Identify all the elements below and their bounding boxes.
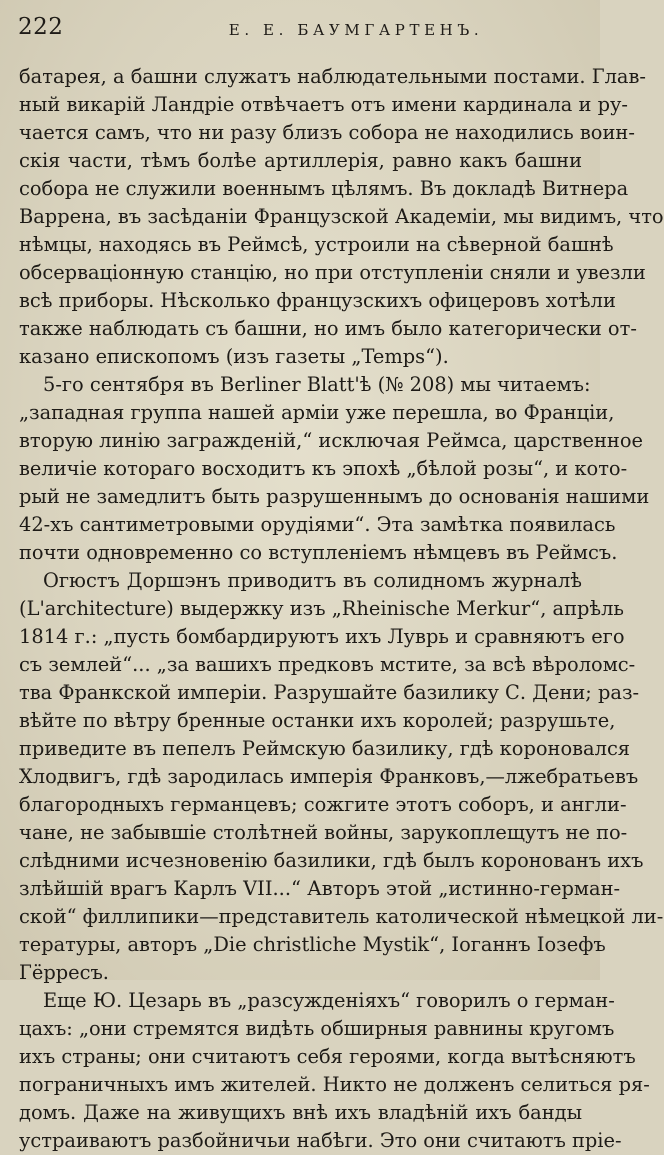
text-line: казано епископомъ (изъ газеты „Temps“). xyxy=(19,345,449,368)
text-line: „западная группа нашей арміи уже перешла, во Франціи, xyxy=(19,401,615,424)
text-line: величіе котораго восходитъ къ эпохѣ „бѣлой розы“, и кото- xyxy=(19,457,628,480)
text-line: пограничныхъ имъ жителей. Никто не долженъ селиться ря- xyxy=(19,1073,650,1096)
text-line: тературы, авторъ „Die christliche Mystik“, Іоганнъ Іозефъ xyxy=(19,933,606,956)
page-header xyxy=(18,12,582,46)
text-line: почти одновременно со вступленіемъ нѣмцевъ въ Реймсъ. xyxy=(19,541,618,564)
text-line: всѣ приборы. Нѣсколько французскихъ офицеровъ хотѣли xyxy=(19,289,616,312)
text-line: ный викарій Ландріе отвѣчаетъ отъ имени кардинала и ру- xyxy=(19,93,628,116)
text-line: нѣмцы, находясь въ Реймсѣ, устроили на сѣверной башнѣ xyxy=(19,233,614,256)
text-line: собора не служили военнымъ цѣлямъ. Въ докладѣ Витнера xyxy=(19,177,629,200)
text-line: вѣйте по вѣтру бренные останки ихъ королей; разрушьте, xyxy=(19,709,616,732)
text-line: благородныхъ германцевъ; сожгите этотъ соборъ, и англи- xyxy=(19,793,627,816)
text-line: Варрена, въ засѣданіи Французской Академіи, мы видимъ, что xyxy=(19,205,664,228)
text-line: скія части, тѣмъ болѣе артиллерія, равно какъ башни xyxy=(19,149,582,172)
running-head: Е. Е. БАУМГАРТЕНЪ. xyxy=(228,21,484,39)
text-line: съ землей“... „за вашихъ предковъ мстите, за всѣ вѣроломс- xyxy=(19,653,636,676)
text-line: рый не замедлитъ быть разрушеннымъ до основанія нашими xyxy=(19,485,650,508)
paragraph xyxy=(19,371,650,567)
paragraph xyxy=(19,987,650,1155)
text-line: батарея, а башни служатъ наблюдательными постами. Глав- xyxy=(19,65,646,88)
text-line: слѣдними исчезновенію базилики, гдѣ былъ коронованъ ихъ xyxy=(19,849,644,872)
text-line: Еще Ю. Цезарь въ „разсужденіяхъ“ говорилъ о герман- xyxy=(43,989,615,1012)
paragraph xyxy=(19,567,664,987)
text-line: Гёрресъ. xyxy=(19,961,109,984)
text-line: обсерваціонную станцію, но при отступленіи сняли и увезли xyxy=(19,261,646,284)
text-line: ской“ филлипики—представитель католической нѣмецкой ли- xyxy=(19,905,664,928)
text-line: домъ. Даже на живущихъ внѣ ихъ владѣній ихъ банды xyxy=(19,1101,582,1124)
body-text xyxy=(19,63,664,1155)
text-line: устраиваютъ разбойничьи набѣги. Это они считаютъ пріе- xyxy=(19,1129,622,1152)
text-line: ихъ страны; они считаютъ себя героями, когда вытѣсняютъ xyxy=(19,1045,636,1068)
page-number: 222 xyxy=(18,14,64,40)
text-line: (L'architecture) выдержку изъ „Rheinische Merkur“, апрѣль xyxy=(19,597,624,620)
text-line: вторую линію загражденій,“ исключая Реймса, царственное xyxy=(19,429,643,452)
text-line: злѣйшій врагъ Карлъ VII...“ Авторъ этой „истинно-герман- xyxy=(19,877,621,900)
text-line: 1814 г.: „пусть бомбардируютъ ихъ Луврь и сравняютъ его xyxy=(19,625,625,648)
text-line: приведите въ пепелъ Реймскую базилику, гдѣ короновался xyxy=(19,737,631,760)
text-line: 42-хъ сантиметровыми орудіями“. Эта замѣтка появилась xyxy=(19,513,616,536)
text-line: Хлодвигъ, гдѣ зародилась имперія Франковъ,—лжебратьевъ xyxy=(19,765,639,788)
text-line: 5-го сентября въ Berliner Blatt'ѣ (№ 208) мы читаемъ: xyxy=(43,373,591,396)
paragraph xyxy=(19,63,664,371)
text-line: также наблюдать съ башни, но имъ было категорически от- xyxy=(19,317,637,340)
text-line: цахъ: „они стремятся видѣть обширныя равнины кругомъ xyxy=(19,1017,615,1040)
text-line: Огюстъ Доршэнъ приводитъ въ солидномъ журналѣ xyxy=(43,569,582,592)
text-line: чается самъ, что ни разу близъ собора не находились воин- xyxy=(19,121,635,144)
text-line: чане, не забывшіе столѣтней войны, зарукоплещутъ не по- xyxy=(19,821,628,844)
text-line: тва Франкской имперіи. Разрушайте базилику С. Дени; раз- xyxy=(19,681,640,704)
